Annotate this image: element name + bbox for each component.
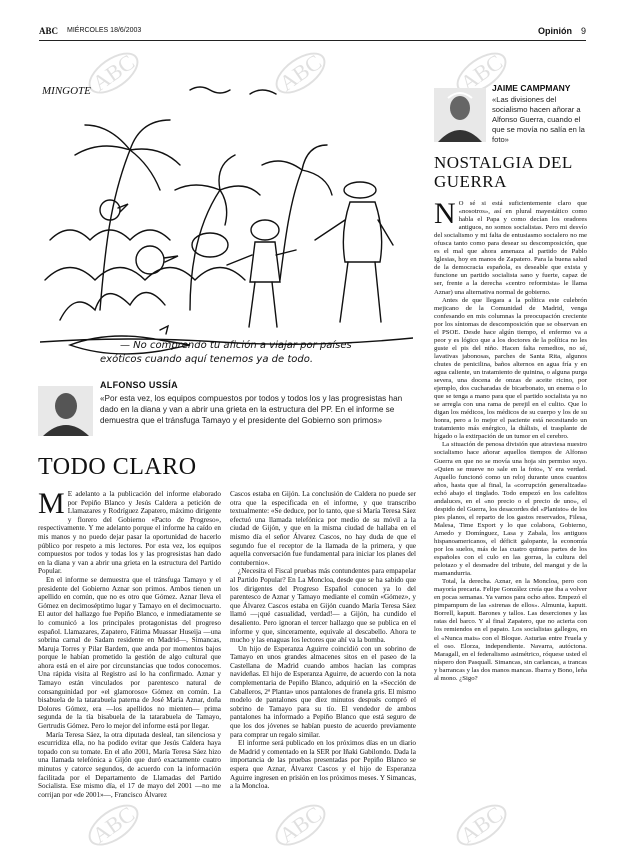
watermark: ABC xyxy=(450,796,514,853)
left-author-name: ALFONSO USSÍA xyxy=(100,380,178,390)
watermark: ABC xyxy=(82,796,146,853)
watermark: ABC xyxy=(82,44,146,101)
right-author-name: JAIME CAMPMANY xyxy=(492,83,571,93)
left-article-column-2 xyxy=(230,490,416,791)
article-paragraph: E adelanto a la publicación del informe elaborado por Pepiño Blanco y Jesús Caldera a petición de Llamazares y Rodríguez Zapatero, máximo dirigente y florero del Gobierno «Pacto de Progreso», respectivamente. Y me adelanto porque el informe ha caído en mis manos y no puedo dejar pasar la oportunidad de hacerlo público por respeto a mis lectores. Por esta vez, los equipos compuestos por todos y todas los y las progresistas han dado en la diana y van a abrir una grieta en la estructura del Partido Popular. xyxy=(38,490,221,576)
left-author-box xyxy=(38,376,416,436)
right-author-quote: «Las divisiones del socialismo hacen añorar a Alfonso Guerra, cuando el que se movía no salía en la foto» xyxy=(492,95,585,144)
article-paragraph: ¿Necesita el Fiscal pruebas más contundentes para empapelar al Partido Popular? En La Moncloa, desde que se ha sabido que los dirigentes del Progreso Español conocen ya lo del parentesco de Aznar y Tamayo mediante el común «Gómez», y que Álvarez Cascos estaba en Gijón cuando María Teresa Sáez llamó —¡qué casualidad, verdad!— a Gijón, ha cundido el desaliento. Pero ignoran el tercer hallazgo que se publica en el informe y que, sinceramente, equivale al descabello. Ahora te mucho y las enaguas los lectores que ahí va la bomba. xyxy=(230,567,416,645)
author-photo xyxy=(38,386,93,436)
issue-date: MIÉRCOLES 18/6/2003 xyxy=(67,27,142,34)
right-author-box xyxy=(434,80,587,142)
article-paragraph: Cascos estaba en Gijón. La conclusión de Caldera no puede ser otra que la especificada en el informe, y que transcribo textualmente: «Se deduce, por lo tanto, que si María Teresa Sáez efectuó una llamada telefónica por medio de su móvil a la ciudad de Gijón, y que en la misma ciudad de hallaba en el mismo día el señor Álvarez Cascos, no hay duda de que el segundo fue el receptor de la llamada de la primera, y que aquella conversación fue fundamental para iniciar los planes del contubernio». xyxy=(230,490,416,567)
section-name: Opinión xyxy=(538,26,572,36)
watermark: ABC xyxy=(450,44,514,101)
left-author-quote: «Por esta vez, los equipos compuestos por todos y todos los y las progresistas han dado en la diana y van a abrir una grieta en la estructura del PP. En el informe se demuestra que el tránsfuga Tamayo y el presidente del Gobierno son primos» xyxy=(100,394,403,425)
cartoon-signature: MINGOTE xyxy=(42,85,91,97)
article-paragraph: Antes de que llegara a la política este culebrón mejicano de la Comunidad de Madrid, venga confesando en mis columnas la preocupación creciente por los síntomas de descomposición que se observan en el PSOE. Desde hace algún tiempo, el enfermo va a peor y es lógico que a los doctores de la política no les guste el pis del niño. Hacen falta remedios, no sé, lavativas jabonosas, parches de Santa Rita, algunos chutes de penicilina, baños alternos en agua fría y en agua caliente, un tratamiento de quinina, o alguna purga severa, una docena de onzas de aceite ricino, por ejemplo, dos cucharadas de bicarbonato, un enema o lo que se tenga a mano para que el partido socialista ya no se arregla con una rama de perejil en el culito. Que lo digan los médicos, los médicos de su cuerpo y los de su honra, pero a lo mejor el paciente está necesitando un tratamiento más enérgico, la diálisis, el trasplante de hígado o la extirpación de un tumor en el cerebro. xyxy=(434,296,587,441)
left-article-title: TODO CLARO xyxy=(38,454,197,480)
article-paragraph: La situación de penosa división que atraviesa nuestro socialismo hace añorar aquellos tiempos de Alfonso Guerra en que no se movía una hoja sin permiso suyo. «Quien se mueve no sale en la foto», Y era verdad. Aquello funcionó como un reloj durante unos cuantos años, hasta que al final, la «corrupción generalizada» echó abajo el tinglado. Todo empezó en los cafelitos andaluces, en el «no precio o el precio de uno», el despido del Guerra, los desacordes del «Planisto» de los pies planos, el reparto de los gastos reservados, Filesa, Malesa, Time Export y lo que colabora, Gobierno, Amedo y Domínguez, Lasa y Zabala, los antiguos hispanoamericanos, el déficit galopante, la economía por los suelos, más de las cuatro quintas partes de los españoles con el culo en las gorras, la cultura del pelotazo y el desmadre del tribute, del mangui y de la mamandurria. xyxy=(434,441,587,578)
page-number: 9 xyxy=(580,26,586,36)
cartoon-illustration xyxy=(40,80,413,372)
watermark: ABC xyxy=(269,44,333,101)
article-paragraph: Total, la derecha. Aznar, en la Moncloa, pero con mayoría precaria. Felipe González creía que iba a volver en pocas semanas. Ya vamos para ocho años. Empezó el pimpampum de las «sirenas de ellos». Almunia, kaputt. Borrell, kaputt. Barones y tallos. Las deserciones y las ratas del barco. Y al final Zapatero, que no acierta con los remiendos en el papato. Los socialistas gallegos, en el «Nunca mais» con el Bloque. Asturias entre Fruela y el oso. Elorza, independiente. Navarra, autóctona. Maragall, en el federalismo asimétrico, róquese usted el níspero don Pasquall. Simancas, sin carlancas, a trancas y barrancas y las dos manos mancas. Ibarra y Bono, leña al mono. ¿Sigo? xyxy=(434,578,587,682)
left-article-column-1 xyxy=(38,487,221,799)
article-paragraph: El informe será publicado en los próximos días en un diario de Madrid y comentado en la SER por Iñaki Gabilondo. Dada la importancia de las pruebas presentadas por Pepiño Blanco se espera que Aznar, Álvarez Cascos y el hijo de Esperanza Aguirre ingresen en prisión en los próximos meses. Y Simancas, a la Moncloa. xyxy=(230,739,416,791)
header-rule xyxy=(39,40,586,41)
author-photo xyxy=(434,88,486,142)
article-paragraph: O sé si está suficientemente claro que «nosotros», así en plural mayestático como habla el Papa y como decían los oradores antiguos, no somos socialistas. Pero mi desvío del socialismo y mi falta de entusiasmo socialero no me ofusca tanto como para desear su descomposición, que es el mal que ahora amenaza al partido de Pablo Iglesias, hoy en manos de Zapatero. Para la buena salud de la democracia española, es deseable que exista y funcione un partido socialista sano y fuerte, capaz de ser, frente a la derecha «centro reformista» le llama Aznar) una alternativa normal de gobierno. xyxy=(434,200,587,296)
article-paragraph: María Teresa Sáez, la otra diputada desleal, tan silenciosa y escurridiza ella, no ha podido evitar que Jesús Caldera haya topado con su tomate. En el año 2001, María Teresa Sáez hizo una llamada telefónica a Gijón que duró exactamente cuatro minutos y catorce segundos, de acuerdo con la información facilitada por el Departamento de Llamadas del Partido Socialista. Ese mismo día, el 17 de mayo del 2001 —no me corrijan por «de 2001»—, Francisco Álvarez xyxy=(38,730,221,799)
right-article-column xyxy=(434,197,587,683)
dropcap: N xyxy=(434,197,456,230)
cartoon-caption-line-1: — No comprendo tu afición a viajar por países xyxy=(120,340,352,351)
newspaper-brand: ABC xyxy=(39,26,59,36)
article-paragraph: En el informe se demuestra que el tránsfuga Tamayo y el presidente del Gobierno Aznar son primos. Ambos tienen un apellido en común, que no es otro que Gómez. Aznar lleva el Gómez en decimoséptimo lugar y Tamayo en el decimocuarto. El autor del hallazgo fue Pepiño Blanco, e inmediatamente se lo comunicó a los principales protagonistas del progreso español. Llamazares, Zapatero, Fátima Muassar Huseija —una sobrina carnal de Sadam residente en Madrid—, Simancas, Maruja Torres y Pilar Bardem, que anda por momentos bajos porque le habían prometido la gestión de algo cultural que ahora está en el aire por circunstancias que todos conocemos. Una rápida visita al Registro así lo ha confirmado. Aznar y Tamayo están vinculados por parentesco natural de consanguinidad por «el glamoroso» Gómez en común. La bisabuela de la tatarabuela paterna de José María Aznar, doña Dolores Gómez, era —los apellidos no mienten— prima segunda de la tía bisabuela de la tatarabuela de Tamayo, Gertrudis Gómez. Pero lo mejor del informe está por llegar. xyxy=(38,575,221,731)
dropcap: M xyxy=(38,487,65,520)
page-header xyxy=(39,26,586,38)
watermark: ABC xyxy=(269,796,333,853)
right-article-title: NOSTALGIA DEL GUERRA xyxy=(434,153,573,191)
article-paragraph: Un hijo de Esperanza Aguirre coincidió con un sobrino de Tamayo en unos grandes almacenes sitos en el paseo de la Castellana de Madrid cuando ambos hacían las compras navideñas. El hijo de Esperanza Aguirre, de acuerdo con la nota complementaria de Pepiño Blanco, adquirió en la «Sección de Caballeros, 2ª Planta» unos pantalones de franela gris. El mismo modelo de pantalones que diez minutos después compró el sobrino de Tamayo para su tío. El vendedor de ambos pantalones ha informado a Pepiño Blanco que está seguro de que los dos jóvenes se habían puesto de acuerdo previamente para comprar un regalo similar. xyxy=(230,644,416,739)
cartoon-caption-line-2: exóticos cuando aquí tenemos ya de todo. xyxy=(100,354,314,365)
